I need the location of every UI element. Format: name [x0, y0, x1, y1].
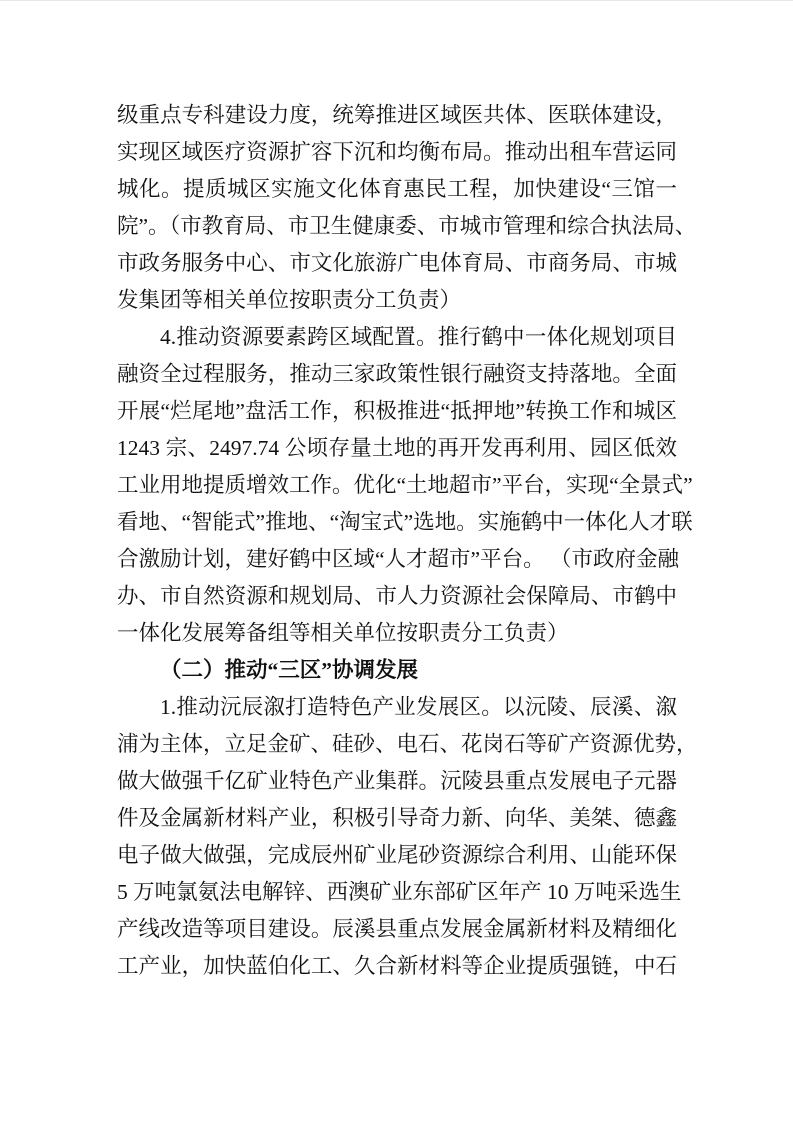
paragraph-start-line: 4.推动资源要素跨区域配置。推行鹤中一体化规划项目 [160, 325, 677, 349]
text-line: 5 万吨氯氨法电解锌、西澳矿业东部矿区年产 10 万吨采选生 [117, 880, 682, 904]
text-line: 1243 宗、2497.74 公顷存量土地的再开发再利用、园区低效 [117, 436, 677, 460]
text-line: 电子做大做强，完成辰州矿业尾砂资源综合利用、山能环保 [117, 843, 677, 867]
text-line: 融资全过程服务，推动三家政策性银行融资支持落地。全面 [117, 362, 677, 386]
paragraph-start-line: 1.推动沅辰溆打造特色产业发展区。以沅陵、辰溪、溆 [160, 695, 677, 719]
text-line: 浦为主体，立足金矿、硅砂、电石、花岗石等矿产资源优势， [117, 732, 698, 756]
text-line: 合激励计划，建好鹤中区域“人才超市”平台。 （市政府金融 [117, 547, 679, 571]
text-line: 一体化发展筹备组等相关单位按职责分工负责） [117, 621, 569, 645]
text-line: 件及金属新材料产业，积极引导奇力新、向华、美桀、德鑫 [117, 806, 677, 830]
text-line: 院”。（市教育局、市卫生健康委、市城市管理和综合执法局、 [117, 214, 697, 238]
text-line: 工业用地提质增效工作。优化“土地超市”平台，实现“全景式” [117, 473, 693, 497]
text-line: 办、市自然资源和规划局、市人力资源社会保障局、市鹤中 [117, 584, 677, 608]
document-text-block [117, 97, 698, 985]
section-heading: （二）推动“三区”协调发展 [160, 658, 419, 682]
text-line: 发集团等相关单位按职责分工负责） [117, 288, 462, 312]
text-line: 实现区域医疗资源扩容下沉和均衡布局。推动出租车营运同 [117, 140, 677, 164]
text-line: 开展“烂尾地”盘活工作，积极推进“抵押地”转换工作和城区 [117, 399, 677, 423]
text-line: 产线改造等项目建设。辰溪县重点发展金属新材料及精细化 [117, 917, 677, 941]
text-line: 市政务服务中心、市文化旅游广电体育局、市商务局、市城 [117, 251, 677, 275]
text-line: 城化。提质城区实施文化体育惠民工程，加快建设“三馆一 [117, 177, 677, 201]
text-line: 做大做强千亿矿业特色产业集群。沅陵县重点发展电子元器 [117, 769, 677, 793]
text-line: 工产业，加快蓝伯化工、久合新材料等企业提质强链，中石 [117, 954, 677, 978]
text-line: 看地、“智能式”推地、“淘宝式”选地。实施鹤中一体化人才联 [117, 510, 693, 534]
text-line: 级重点专科建设力度，统筹推进区域医共体、医联体建设， [117, 103, 677, 127]
